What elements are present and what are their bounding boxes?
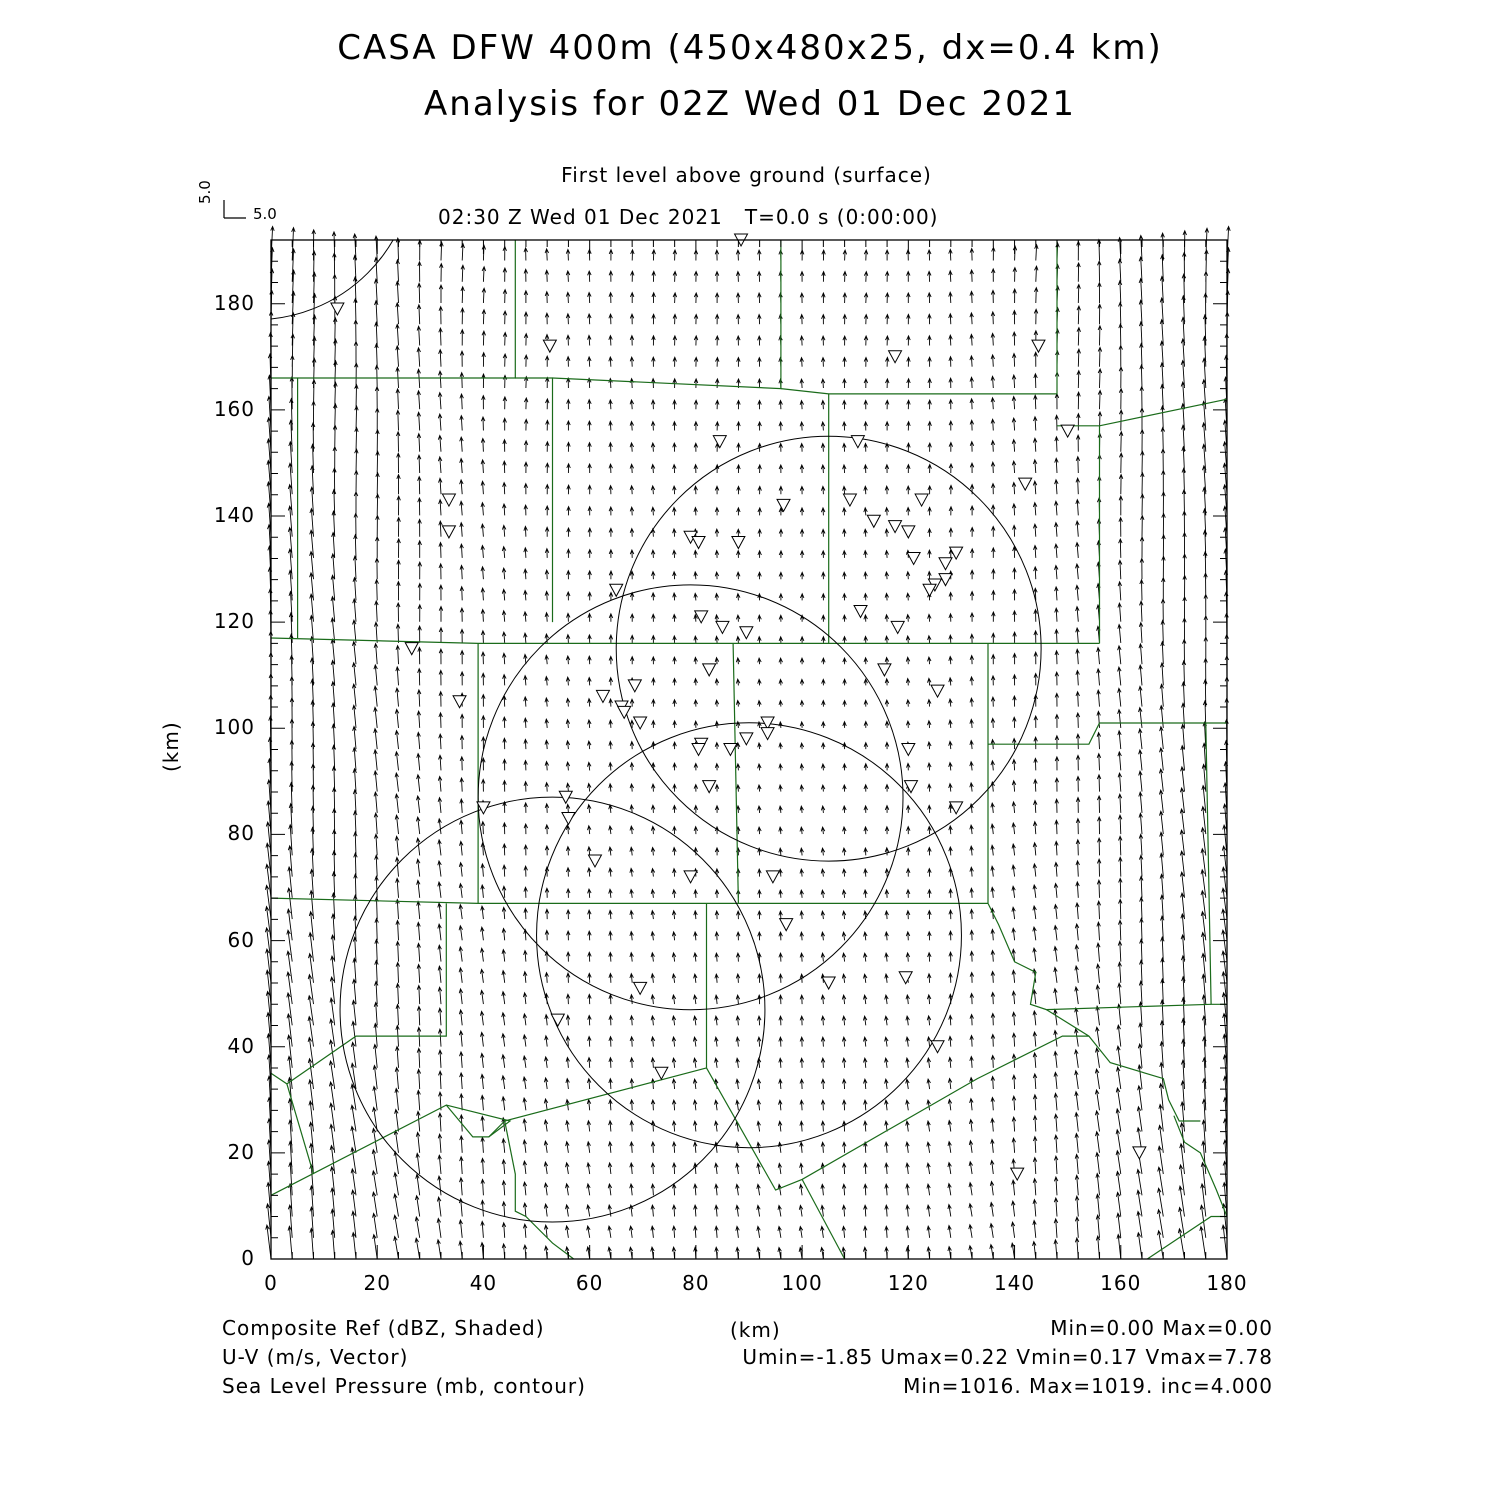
station-marker [777,499,790,511]
station-marker [732,537,745,549]
station-marker [628,680,641,692]
x-tick-label: 180 [1206,1271,1248,1295]
station-marker [1019,478,1032,490]
footer-field3: Sea Level Pressure (mb, contour) [222,1374,586,1398]
axis-ticks [271,240,1227,1259]
boundary-line [553,240,781,389]
x-tick-label: 140 [993,1271,1036,1295]
y-tick-label: 80 [227,821,255,846]
footer-field2: U-V (m/s, Vector) [222,1345,409,1369]
station-marker [596,690,609,702]
station-marker [692,537,705,549]
x-tick-label: 40 [469,1271,498,1295]
station-marker [716,621,729,633]
boundary-line [707,1036,1089,1190]
footer-field1: Composite Ref (dBZ, Shaded) [222,1316,545,1340]
station-marker [562,812,575,824]
station-marker [891,621,904,633]
x-axis-label: (km) [730,1318,781,1342]
vector-key-v-label: 5.0 [196,180,214,204]
station-marker [703,664,716,676]
station-marker [740,627,753,639]
boundary-line [271,903,446,1084]
footer-field2-stats: Umin=-1.85 Umax=0.22 Vmin=0.17 Vmax=7.78 [742,1345,1273,1369]
station-marker [655,1067,668,1079]
station-marker [713,436,726,448]
station-marker [867,515,880,527]
station-marker [1133,1147,1146,1159]
plot-frame [271,240,1227,1259]
boundary-line [988,903,1211,1009]
y-tick-label: 120 [213,609,255,634]
boundary-line [505,1121,574,1259]
station-marker [851,436,864,448]
station-marker [453,696,466,708]
station-marker [931,1041,944,1053]
x-tick-label: 100 [781,1271,823,1295]
boundary-line [271,898,988,903]
county-boundaries [271,240,1227,1259]
contour-ring [96,1,415,320]
y-tick-label: 0 [241,1246,255,1270]
station-marker [889,521,902,533]
station-marker [740,733,753,745]
station-marker [588,855,601,867]
station-marker [780,919,793,931]
station-marker [931,685,944,697]
station-marker [405,643,418,655]
contour-ring [537,723,962,1148]
station-marker [1011,1168,1024,1180]
boundary-line [271,638,1100,643]
boundary-line [271,240,515,378]
station-marker [1032,340,1045,352]
station-marker [902,744,915,756]
boundary-line [1046,1010,1200,1121]
station-marker [902,526,915,538]
footer-field3-stats: Min=1016. Max=1019. inc=4.000 [903,1374,1273,1398]
title-line-1: CASA DFW 400m (450x480x25, dx=0.4 km) [337,28,1163,68]
station-marker [915,494,928,506]
y-tick-label: 160 [213,396,255,421]
station-marker [684,871,697,883]
boundary-line [515,378,552,622]
station-marker [618,706,631,718]
title-line-2: Analysis for 02Z Wed 01 Dec 2021 [424,84,1076,124]
station-marker [907,552,920,564]
x-tick-label: 160 [1100,1271,1142,1295]
y-tick-label: 100 [213,715,255,740]
boundary-line [271,1068,707,1195]
station-marker [766,871,779,883]
station-marker [442,526,455,538]
station-marker [939,558,952,570]
y-tick-label: 60 [227,927,255,952]
station-marker [904,781,917,793]
x-tick-label: 80 [682,1271,710,1295]
x-tick-label: 60 [575,1271,604,1295]
station-marker [703,781,716,793]
station-marker [1061,425,1074,437]
y-tick-label: 180 [213,290,255,315]
tick-marks [271,240,1227,1259]
y-tick-label: 40 [227,1033,255,1058]
station-marker [442,494,455,506]
station-marker [889,351,902,363]
boundary-line [733,643,738,903]
vector-key-u-label: 5.0 [253,205,277,223]
x-tick-label: 120 [887,1271,929,1295]
boundary-line [1147,1217,1227,1260]
y-axis-label: (km) [159,721,183,772]
y-tick-label: 20 [227,1139,255,1164]
station-marker [543,340,556,352]
station-marker [843,494,856,506]
subtitle-level: First level above ground (surface) [561,163,932,187]
station-marker [634,717,647,729]
station-marker [551,1014,564,1026]
station-marker [822,977,835,989]
vector-key-icon [224,200,246,218]
x-tick-label: 0 [264,1271,278,1295]
y-tick-label: 140 [213,502,255,527]
station-marker [899,972,912,984]
station-marker [692,744,705,756]
boundary-line [446,1105,510,1137]
station-marker [634,982,647,994]
station-marker [331,303,344,315]
station-marker [761,728,774,740]
x-tick-label: 20 [363,1271,391,1295]
station-markers [331,234,1146,1180]
station-marker [878,664,891,676]
subtitle-time: 02:30 Z Wed 01 Dec 2021 T=0.0 s (0:00:00) [438,205,939,229]
footer-field1-stats: Min=0.00 Max=0.00 [1050,1316,1273,1340]
